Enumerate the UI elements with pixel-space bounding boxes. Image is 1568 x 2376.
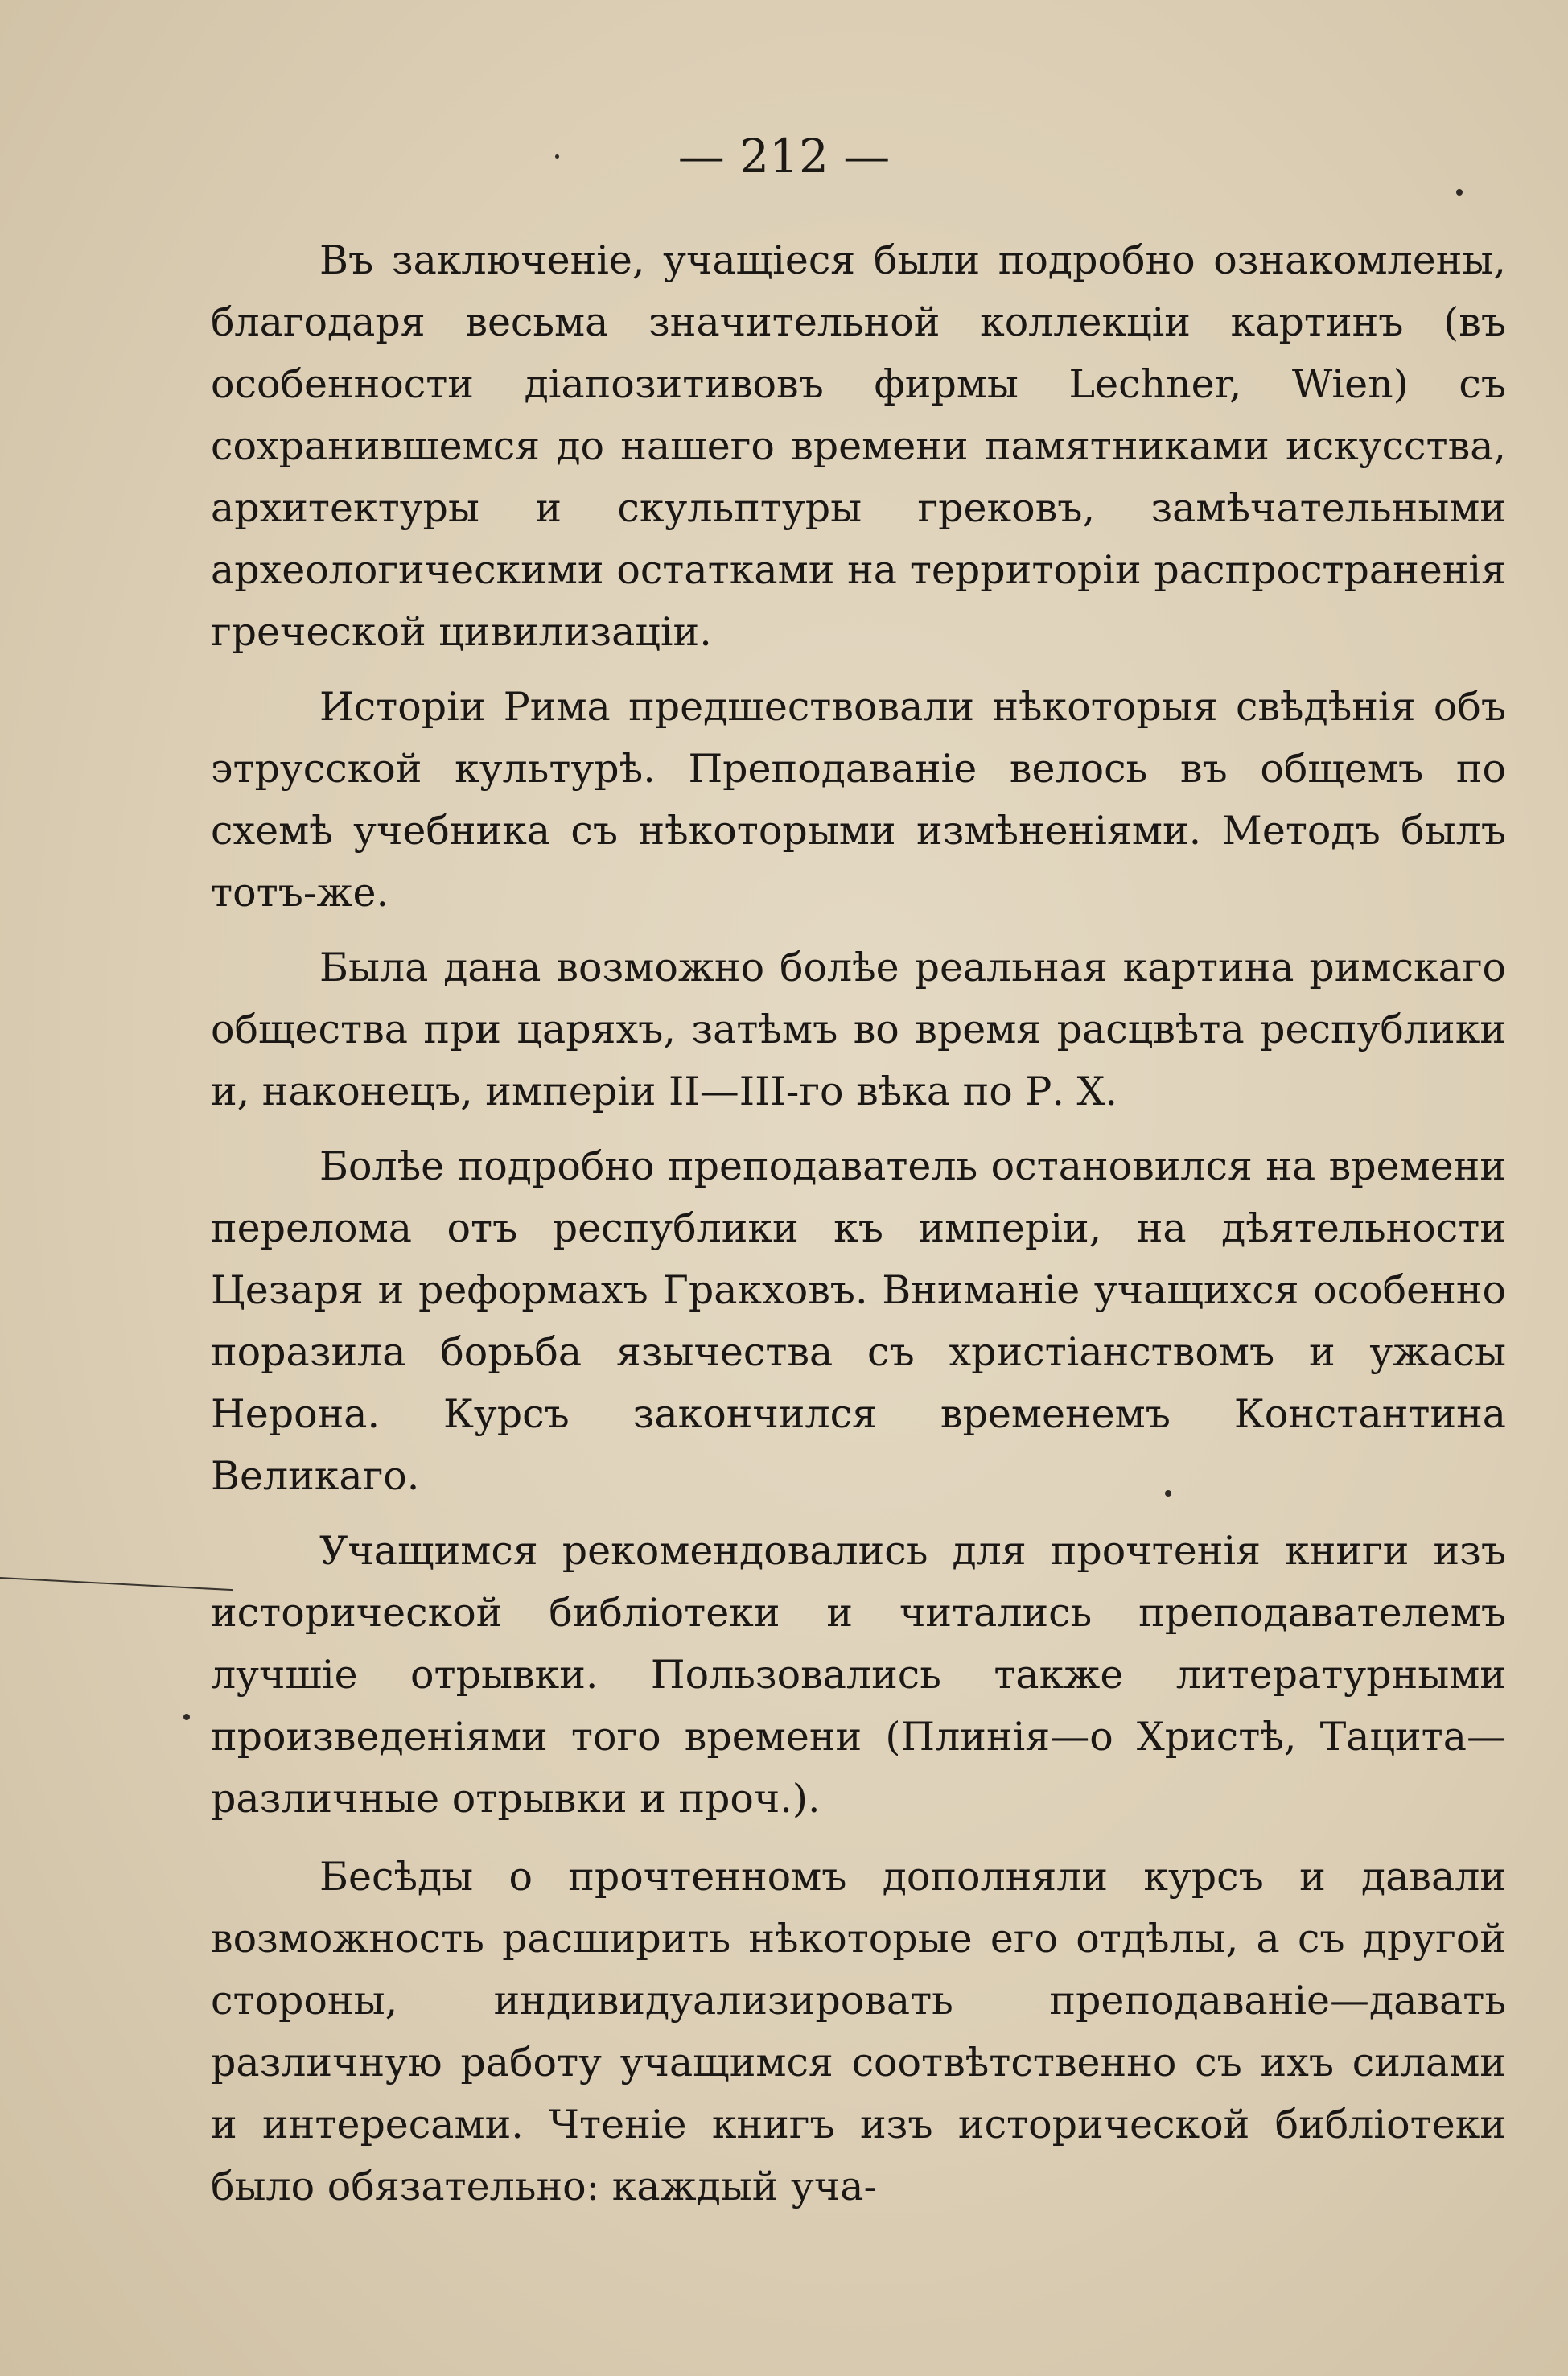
body-text (211, 229, 1506, 2221)
paragraph-2: Исторіи Рима предшествовали нѣкоторыя свѣдѣнія объ этрусской культурѣ. Преподаваніе велось въ общемъ по схемѣ учебника съ нѣкоторыми измѣненіями. Методъ былъ тотъ-же. (211, 684, 1506, 916)
ink-speck (555, 154, 559, 159)
paragraph-1: Въ заключеніе, учащіеся были подробно ознакомлены, благодаря весьма значительной коллекціи картинъ (въ особенности діапозитивовъ фирмы Lechner, Wien) съ сохранившемся до нашего времени памятниками искусства, архитектуры и скульптуры грековъ, замѣчательными археологическими остатками на территоріи распространенія греческой цивилизаціи. (211, 237, 1506, 655)
paragraph-5: Учащимся рекомендовались для прочтенія книги изъ исторической библіотеки и читались преподавателемъ лучшіе отрывки. Пользовались также литературными произведеніями того времени (Плинія—о Христѣ, Тацита—различные отрывки и проч.). (211, 1528, 1506, 1822)
paragraph-4: Болѣе подробно преподаватель остановился на времени перелома отъ республики къ имперіи, на дѣятельности Цезаря и реформахъ Гракховъ. Вниманіе учащихся особенно поразила борьба язычества съ христіанствомъ и ужасы Нерона. Курсъ закончился временемъ Константина Великаго. (211, 1143, 1506, 1499)
ink-speck (183, 1714, 190, 1720)
paragraph-6: Бесѣды о прочтенномъ дополняли курсъ и давали возможность расширить нѣкоторые его отдѣлы, а съ другой стороны, индивидуализировать преподаваніе—давать различную работу учащимся соотвѣтственно съ ихъ силами и интересами. Чтеніе книгъ изъ исторической библіотеки было обязательно: каждый уча- (211, 1854, 1506, 2209)
ink-speck (1165, 1490, 1171, 1497)
ink-speck (1456, 189, 1463, 196)
page-number: — 212 — (677, 129, 891, 183)
margin-pencil-line (0, 1577, 233, 1591)
paragraph-3: Была дана возможно болѣе реальная картина римскаго общества при царяхъ, затѣмъ во время расцвѣта республики и, наконецъ, имперіи II—III-го вѣка по Р. Х. (211, 945, 1506, 1114)
